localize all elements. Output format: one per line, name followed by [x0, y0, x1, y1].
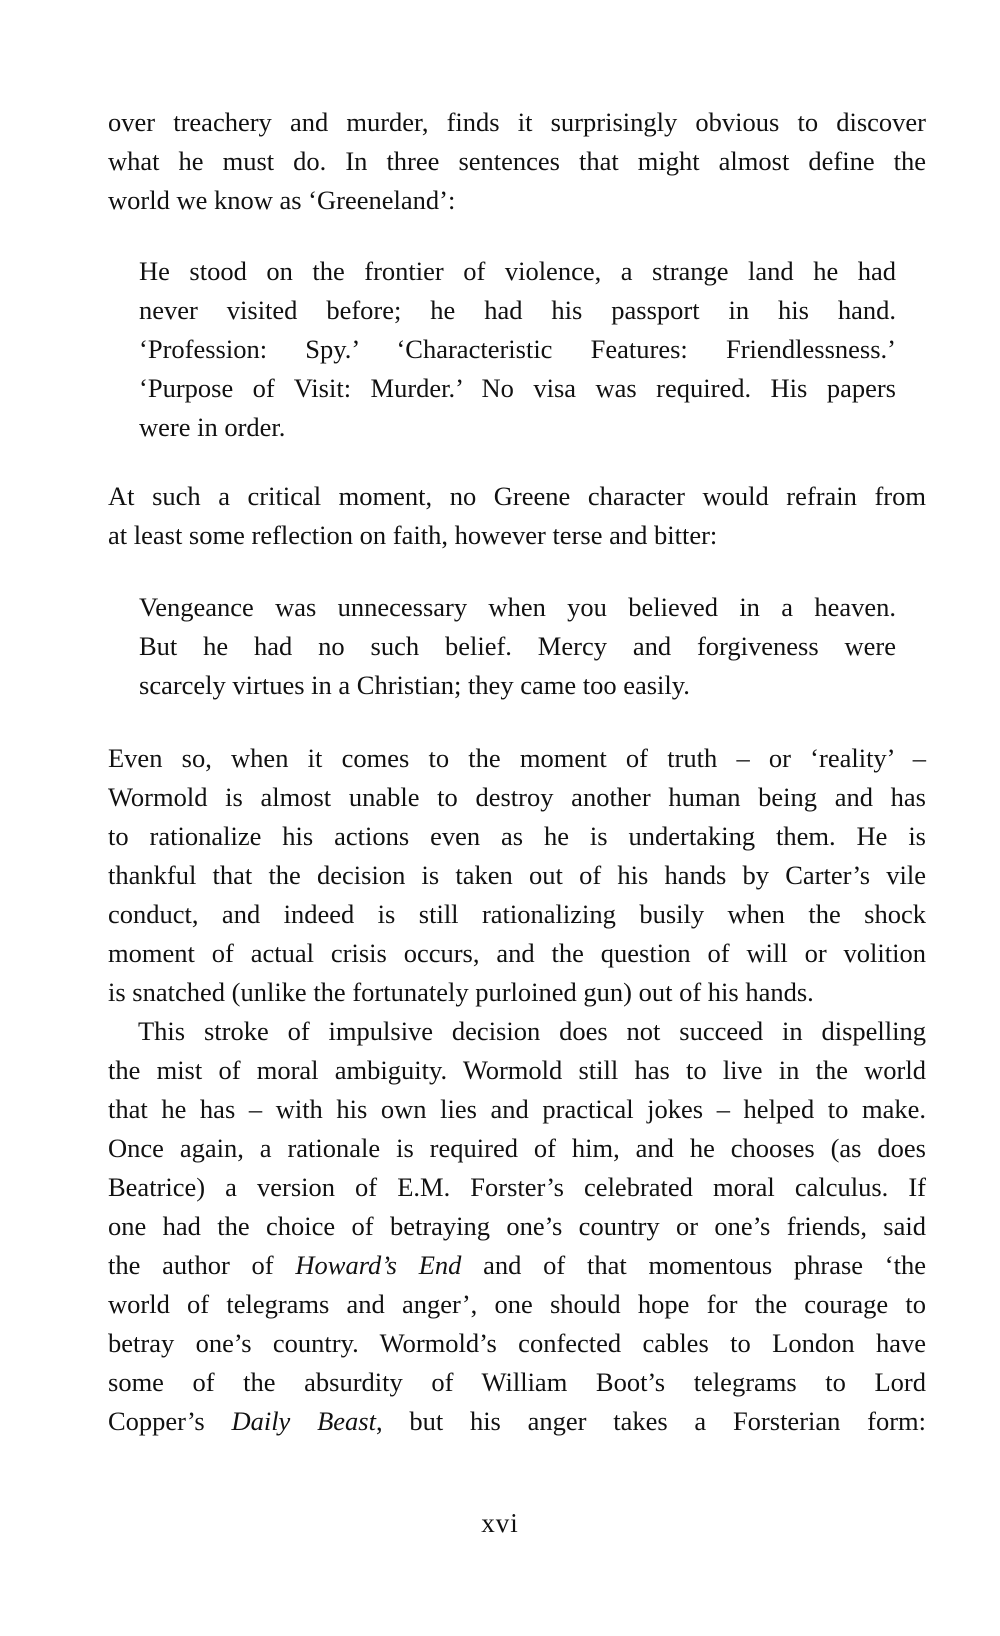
- text-run: the author of: [108, 1250, 296, 1280]
- text-line: never visited before; he had his passport in his hand.: [139, 295, 896, 325]
- text-line: one had the choice of betraying one’s country or one’s friends, said: [108, 1211, 926, 1241]
- text-line: that he has – with his own lies and practical jokes – helped to make.: [108, 1094, 926, 1124]
- text-line: Beatrice) a version of E.M. Forster’s celebrated moral calculus. If: [108, 1172, 926, 1202]
- text-line: betray one’s country. Wormold’s confected cables to London have: [108, 1328, 926, 1358]
- text-line: to rationalize his actions even as he is undertaking them. He is: [108, 821, 926, 851]
- text-run: , but his anger takes a Forsterian form:: [375, 1406, 927, 1436]
- text-line: This stroke of impulsive decision does not succeed in dispelling: [138, 1016, 926, 1046]
- text-line: thankful that the decision is taken out of his hands by Carter’s vile: [108, 860, 926, 890]
- text-run: and of that momentous phrase ‘the: [461, 1250, 926, 1280]
- text-line: world we know as ‘Greeneland’:: [108, 185, 456, 215]
- text-line: Even so, when it comes to the moment of truth – or ‘reality’ –: [108, 743, 926, 773]
- block-quote-passport: [139, 252, 896, 447]
- text-line: [108, 1246, 926, 1285]
- text-line: some of the absurdity of William Boot’s telegrams to Lord: [108, 1367, 926, 1397]
- forster-paragraph: [108, 1012, 926, 1441]
- text-line: scarcely virtues in a Christian; they came too easily.: [139, 670, 690, 700]
- text-line: Wormold is almost unable to destroy another human being and has: [108, 782, 926, 812]
- faith-paragraph: [108, 477, 926, 555]
- text-line: Vengeance was unnecessary when you believed in a heaven.: [139, 592, 896, 622]
- text-line: Once again, a rationale is required of him, and he chooses (as does: [108, 1133, 926, 1163]
- text-line: ‘Purpose of Visit: Murder.’ No visa was required. His papers: [139, 373, 896, 403]
- page-number: xvi: [481, 1508, 519, 1538]
- text-line: At such a critical moment, no Greene character would refrain from: [108, 481, 926, 511]
- book-title-howards-end: Howard’s End: [295, 1250, 462, 1280]
- text-line: is snatched (unlike the fortunately purloined gun) out of his hands.: [108, 977, 814, 1007]
- text-line: [108, 1402, 926, 1441]
- text-line: world of telegrams and anger’, one should hope for the courage to: [108, 1289, 926, 1319]
- text-line: ‘Profession: Spy.’ ‘Characteristic Features: Friendlessness.’: [139, 334, 896, 364]
- intro-paragraph: [108, 103, 926, 220]
- text-line: over treachery and murder, finds it surprisingly obvious to discover: [108, 107, 926, 137]
- text-run: Copper’s: [108, 1406, 232, 1436]
- text-line: at least some reflection on faith, however terse and bitter:: [108, 520, 718, 550]
- text-line: conduct, and indeed is still rationalizing busily when the shock: [108, 899, 926, 929]
- text-line: were in order.: [139, 412, 286, 442]
- moment-of-truth-paragraph: [108, 739, 926, 1012]
- text-line: the mist of moral ambiguity. Wormold still has to live in the world: [108, 1055, 926, 1085]
- newspaper-title-daily-beast: Daily Beast: [231, 1406, 376, 1436]
- text-line: But he had no such belief. Mercy and forgiveness were: [139, 631, 896, 661]
- text-line: moment of actual crisis occurs, and the question of will or volition: [108, 938, 926, 968]
- block-quote-vengeance: [139, 588, 896, 705]
- text-line: He stood on the frontier of violence, a strange land he had: [139, 256, 896, 286]
- text-line: what he must do. In three sentences that might almost define the: [108, 146, 926, 176]
